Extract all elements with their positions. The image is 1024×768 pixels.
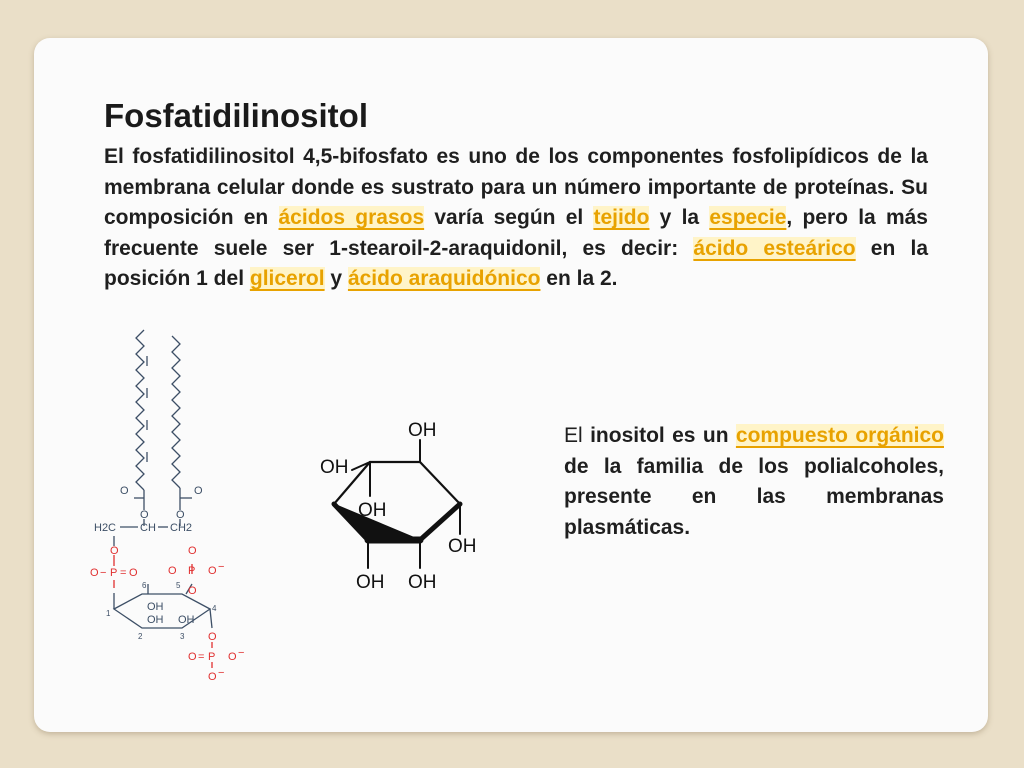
atom-label: =	[198, 651, 205, 663]
atom-label: OH	[147, 614, 164, 626]
ring-number: 2	[138, 632, 143, 641]
atom-label: O	[208, 631, 217, 643]
atom-label: P	[110, 567, 118, 579]
atom-label: O	[110, 545, 119, 557]
atom-label: O	[120, 485, 129, 497]
inositol-structure-diagram	[312, 410, 502, 600]
atom-label: H2C	[94, 522, 117, 534]
atom-label: −	[218, 667, 225, 679]
atom-label: O	[208, 565, 217, 577]
arachidonic-chain	[136, 330, 144, 490]
atom-label: =	[120, 567, 127, 579]
link-acido-araquidonico[interactable]: ácido araquidónico	[347, 267, 541, 290]
atom-label: O	[208, 671, 217, 683]
paragraph-text: de la familia de los polialcoholes, presente en las membranas plasmáticas.	[564, 454, 944, 539]
link-glicerol[interactable]: glicerol	[249, 267, 325, 290]
hydroxyl-label: OH	[358, 500, 387, 521]
atom-label: O	[194, 485, 203, 497]
atom-label: O	[228, 651, 237, 663]
paragraph-text: en la posición 1 del	[104, 236, 929, 290]
link-especie[interactable]: especie	[709, 206, 787, 229]
atom-label: −	[238, 647, 245, 659]
hydroxyl-label: OH	[448, 536, 477, 557]
inositol-paragraph	[564, 421, 944, 543]
atom-label: −	[100, 567, 107, 579]
ring-number: 4	[212, 604, 217, 613]
atom-label: O	[188, 545, 197, 557]
page-title: Fosfatidilinositol	[104, 97, 368, 134]
link-acido-estearico[interactable]: ácido esteárico	[693, 236, 856, 260]
atom-label: −	[218, 561, 225, 573]
paragraph-text: y la	[649, 206, 710, 229]
atom-label: O	[90, 567, 99, 579]
paragraph-text: en la 2.	[540, 267, 618, 290]
atom-label: O	[188, 585, 197, 597]
atom-label: CH	[140, 522, 156, 534]
atom-label: O	[129, 567, 138, 579]
hydroxyl-label: OH	[408, 572, 437, 593]
paragraph-text: , pero la más frecuente suele ser 1-stearoil-2-araquidonil, es decir:	[104, 206, 928, 260]
stearic-chain	[172, 336, 180, 488]
atom-label: OH	[178, 614, 195, 626]
pip2-structure-diagram	[84, 326, 260, 688]
ring-number: 1	[106, 609, 111, 618]
atom-label: CH2	[170, 522, 193, 534]
atom-label: P	[208, 651, 216, 663]
paragraph-text: inositol es un	[582, 424, 736, 447]
atom-label: O	[168, 565, 177, 577]
hydroxyl-label: OH	[356, 572, 385, 593]
link-acidos-grasos[interactable]: ácidos grasos	[278, 206, 425, 229]
ring-number: 3	[180, 632, 185, 641]
atom-label: O	[140, 509, 149, 521]
atom-label: P	[188, 565, 196, 577]
atom-label: OH	[147, 601, 164, 613]
ring-number: 5	[176, 581, 181, 590]
body-paragraph	[104, 142, 928, 295]
paragraph-text: El	[564, 424, 583, 447]
atom-label: O	[188, 651, 197, 663]
ring-number: 6	[142, 581, 147, 590]
link-compuesto-organico[interactable]: compuesto orgánico	[735, 424, 944, 447]
paragraph-text: varía según el	[424, 206, 594, 229]
link-tejido[interactable]: tejido	[593, 206, 650, 229]
paragraph-text: y	[324, 267, 348, 290]
paragraph-text: El fosfatidilinositol 4,5-bifosfato es uno de los componentes fosfolipídicos de la membrana celular donde es sustrato para un número importante de proteínas. Su composición en	[104, 145, 928, 229]
hydroxyl-label: OH	[320, 457, 349, 478]
atom-label: O	[176, 509, 185, 521]
hydroxyl-label: OH	[408, 420, 437, 441]
